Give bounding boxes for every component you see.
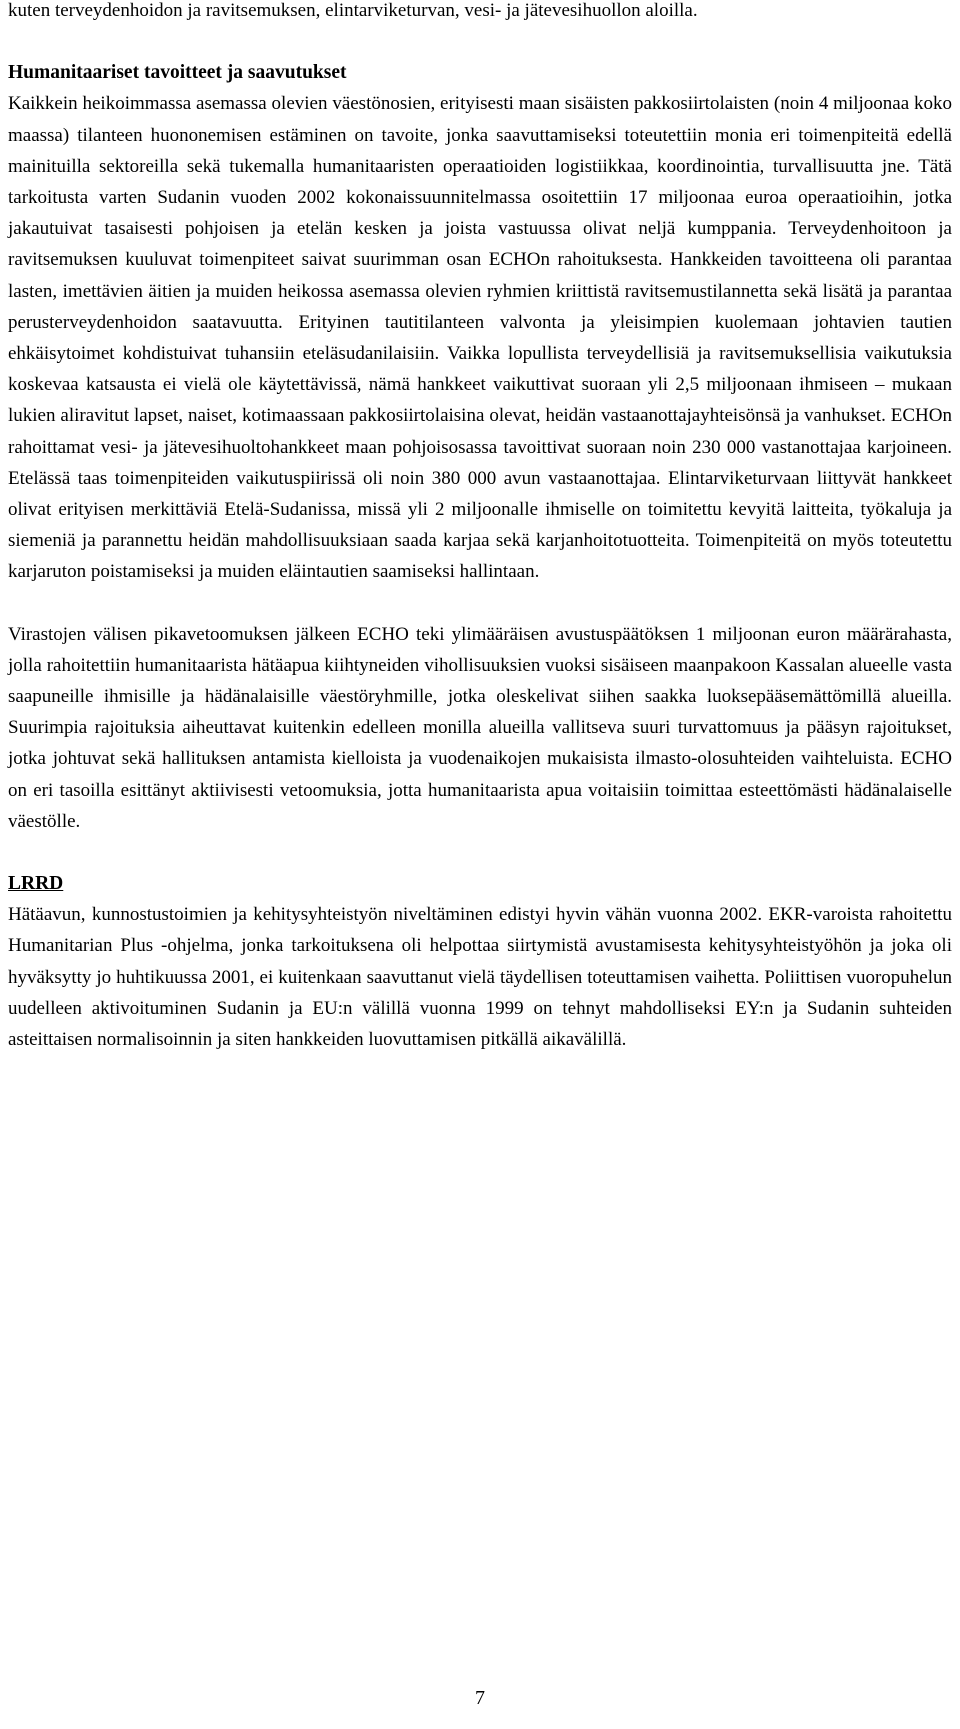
section-heading-lrrd: LRRD (8, 873, 64, 895)
intro-fragment: kuten terveydenhoidon ja ravitsemuksen, elintarviketurvan, vesi- ja jätevesihuollon aloilla. (8, 0, 698, 21)
page-number: 7 (475, 1687, 485, 1709)
document-page (8, 0, 952, 1055)
paragraph-humanitarian-goals: Kaikkein heikoimmassa asemassa olevien väestönosien, erityisesti maan sisäisten pakkosiirtolaisten (noin 4 miljoonaa koko maassa) tilanteen huononemisen estäminen on tavoite, jonka saavuttamiseksi toteutettiin monia eri toimenpiteitä edellä mainituilla sektoreilla sekä tukemalla humanitaaristen operaatioiden logistiikkaa, koordinointia, turvallisuutta jne. Tätä tarkoitusta varten Sudanin vuoden 2002 kokonaissuunnitelmassa osoitettiin 17 miljoonaa euroa operaatioihin, jotka jakautuivat tasaisesti pohjoisen ja etelän kesken ja joista vastuussa olivat neljä kumppania. Terveydenhoitoon ja ravitsemuksen kuuluvat toimenpiteet saivat suurimman osan ECHOn rahoituksesta. Hankkeiden tavoitteena oli parantaa lasten, imettävien äitien ja muiden heikossa asemassa olevien ryhmien kriittistä ravitsemustilannetta sekä lisätä ja parantaa perusterveydenhoidon saatavuutta. Erityinen tautitilanteen valvonta ja yleisimpien kuolemaan johtavien tautien ehkäisytoimet kohdistuivat tuhansiin eteläsudanilaisiin. Vaikka lopullista terveydellisiä ja ravitsemuksellisia vaikutuksia koskevaa katsausta ei vielä ole käytettävissä, nämä hankkeet vaikuttivat suoraan yli 2,5 miljoonaan ihmiseen – mukaan lukien aliravitut lapset, naiset, kotimaassaan pakkosiirtolaisina olevat, heidän vastaanottajayhteisönsä ja vanhukset. ECHOn rahoittamat vesi- ja jätevesihuoltohankkeet maan pohjoisosassa tavoittivat suoraan noin 230 000 vastanottajaa karjoineen. Etelässä taas toimenpiteiden vaikutuspiirissä oli noin 380 000 avun vastaanottajaa. Elintarviketurvaan liittyvät hankkeet olivat erityisen merkittäviä Etelä-Sudanissa, missä yli 2 miljoonalle ihmiselle on toimitettu kevyitä laitteita, työkaluja ja siemeniä ja parannettu heidän mahdollisuuksiaan saada karjaa sekä karjanhoitotuotteita. Toimenpiteitä on myös toteutettu karjaruton poistamiseksi ja muiden eläintautien saamiseksi hallintaan. (8, 93, 952, 583)
section-heading-humanitarian: Humanitaariset tavoitteet ja saavutukset (8, 62, 347, 84)
paragraph-interagency-appeal: Virastojen välisen pikavetoomuksen jälkeen ECHO teki ylimääräisen avustuspäätöksen 1 miljoonan euron määrärahasta, jolla rahoitettiin humanitaarista hätäapua kiihtyneiden vihollisuuksien vuoksi sisäiseen maanpakoon Kassalan alueelle vasta saapuneille ihmisille ja hädänalaisille väestöryhmille, jotka oleskelivat siihen saakka luoksepääsemättömillä alueilla. Suurimpia rajoituksia aiheuttavat kuitenkin edelleen monilla alueilla vallitseva suuri turvattomuus ja pääsyn rajoitukset, jotka johtuvat sekä hallituksen antamista kielloista ja vuodenaikojen mukaisista ilmasto-olosuhteiden vaihteluista. ECHO on eri tasoilla esittänyt aktiivisesti vetoomuksia, jotta humanitaarista apua voitaisiin toimittaa esteettömästi hädänalaiselle väestölle. (8, 623, 952, 832)
paragraph-lrrd: Hätäavun, kunnostustoimien ja kehitysyhteistyön niveltäminen edistyi hyvin vähän vuonna 2002. EKR-varoista rahoitettu Humanitarian Plus -ohjelma, jonka tarkoituksena oli helpottaa siirtymistä avustamisesta kehitysyhteistyöhön ja joka oli hyväksytty jo huhtikuussa 2001, ei kuitenkaan saavuttanut vielä täydellisen toteuttamisen vaihetta. Poliittisen vuoropuhelun uudelleen aktivoituminen Sudanin ja EU:n välillä vuonna 1999 on tehnyt mahdolliseksi EY:n ja Sudanin suhteiden asteittaisen normalisoinnin ja siten hankkeiden luovuttamisen pitkällä aikavälillä. (8, 904, 952, 1051)
